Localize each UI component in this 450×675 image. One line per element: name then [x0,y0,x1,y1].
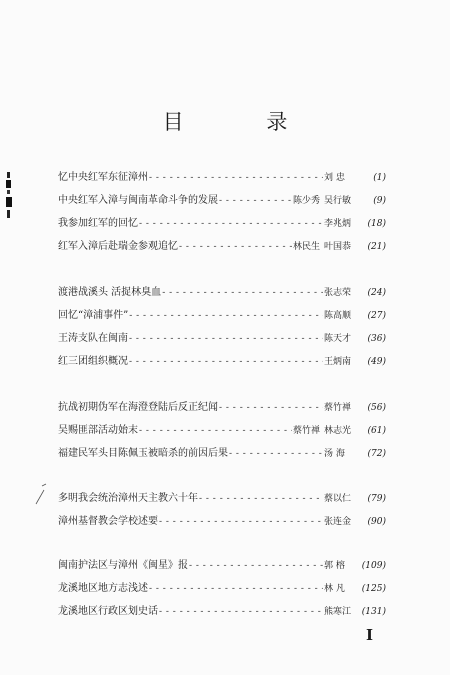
pen-mark [34,482,60,506]
toc-entry-title: 抗战初期伪军在海澄登陆后反正纪闻 [58,402,218,413]
toc-entry-page: (21) [367,242,386,252]
toc-entry-title: 闽南护法区与漳州《闽星》报 [58,560,188,571]
toc-entry-coauthor: 蔡竹禅 [292,426,320,436]
toc-entry [58,286,386,300]
toc-entry-author: 张志荣 [324,288,352,298]
toc-entry-title: 红三团组织概况 [58,356,128,367]
toc-entry-page: (109) [361,561,386,571]
toc-entry-title: 渡港战溪头 活捉林臭血 [58,287,162,298]
toc-entry-title: 红军入漳后赴瑞金参观追忆 [58,241,178,252]
toc-entry-title: 漳州基督教会学校述要 [58,516,158,527]
toc-entry-coauthor: 林民生 [292,242,320,252]
toc-entry-author: 张连金 [324,517,352,527]
toc-leader-dots [219,195,292,208]
page-number: I [366,626,374,644]
toc-entry-coauthor: 陈少秀 [292,196,320,206]
toc-entry-page: (18) [367,219,386,229]
toc-leader-dots [179,241,292,254]
toc-entry-title: 福建民军头目陈佩玉被暗杀的前因后果 [58,448,228,459]
toc-entry-title: 龙溪地区地方志浅述 [58,583,148,594]
toc-leader-dots [129,333,323,346]
toc-leader-dots [149,172,323,185]
toc-entry-title: 回忆“漳浦事件” [58,310,129,321]
toc-entry-author: 吴行敏 [324,196,352,206]
toc-entry-author: 林志光 [324,426,352,436]
toc-entry [58,332,386,346]
toc-entry-author: 汤 海 [324,449,345,459]
toc-leader-dots [129,356,323,369]
toc-entry [58,492,386,506]
toc-entry-page: (61) [367,426,386,436]
toc-entry-page: (79) [367,494,386,504]
toc-leader-dots [162,287,323,300]
toc-entry-page: (90) [367,517,386,527]
toc-entry [58,424,386,438]
toc-leader-dots [229,448,323,461]
toc-entry [58,217,386,231]
toc-entry-author: 郭 榕 [324,561,345,571]
toc-entry-title: 龙溪地区行政区划史话 [58,606,158,617]
toc-leader-dots [189,560,323,573]
toc-leader-dots [139,425,292,438]
toc-leader-dots [149,583,323,596]
toc-entry [58,582,386,596]
toc-entry [58,605,386,619]
toc-entry-author: 陈高顺 [324,311,352,321]
toc-leader-dots [159,606,323,619]
toc-entry [58,447,386,461]
toc-entry-title: 我参加红军的回忆 [58,218,138,229]
toc-leader-dots [129,310,323,323]
toc-entry [58,559,386,573]
toc-entry-page: (49) [367,357,386,367]
toc-entry-author: 蔡以仁 [324,494,352,504]
toc-entry-title: 中央红军入漳与闽南革命斗争的发展 [58,195,218,206]
toc-entry-author: 陈天才 [324,334,352,344]
toc-leader-dots [139,218,323,231]
toc-entry-author: 熊寒江 [324,607,352,617]
toc-entry [58,515,386,529]
toc-entry-author: 李兆炳 [324,219,352,229]
toc-entry-page: (125) [361,584,386,594]
toc-entry-title: 忆中央红军东征漳州 [58,172,148,183]
toc-entry [58,401,386,415]
toc-entry-author: 叶国恭 [324,242,352,252]
toc-entry [58,171,386,185]
toc-entry [58,355,386,369]
toc-entry-page: (72) [367,449,386,459]
toc-entry [58,240,386,254]
toc-entry-page: (27) [367,311,386,321]
toc-entry-author: 王炳南 [324,357,352,367]
binding-mark [5,172,13,220]
toc-entry-author: 刘 忠 [324,173,345,183]
toc-leader-dots [159,516,323,529]
toc-entry-page: (131) [361,607,386,617]
toc-entry-page: (56) [367,403,386,413]
toc-entry-author: 蔡竹禅 [324,403,352,413]
toc-entry-page: (1) [373,173,386,183]
toc-entry-title: 吴赐匪部活动始末 [58,425,138,436]
toc-entry-page: (36) [367,334,386,344]
toc-leader-dots [219,402,323,415]
toc-entry-page: (24) [367,288,386,298]
toc-entry [58,309,386,323]
toc-title: 目 录 [162,110,326,134]
toc-leader-dots [199,493,323,506]
toc-entry [58,194,386,208]
toc-entry-author: 林 凡 [324,584,345,594]
toc-entry-title: 多明我会统治漳州天主教六十年 [58,493,198,504]
toc-entry-title: 王涛支队在闽南 [58,333,128,344]
toc-entry-page: (9) [373,196,386,206]
